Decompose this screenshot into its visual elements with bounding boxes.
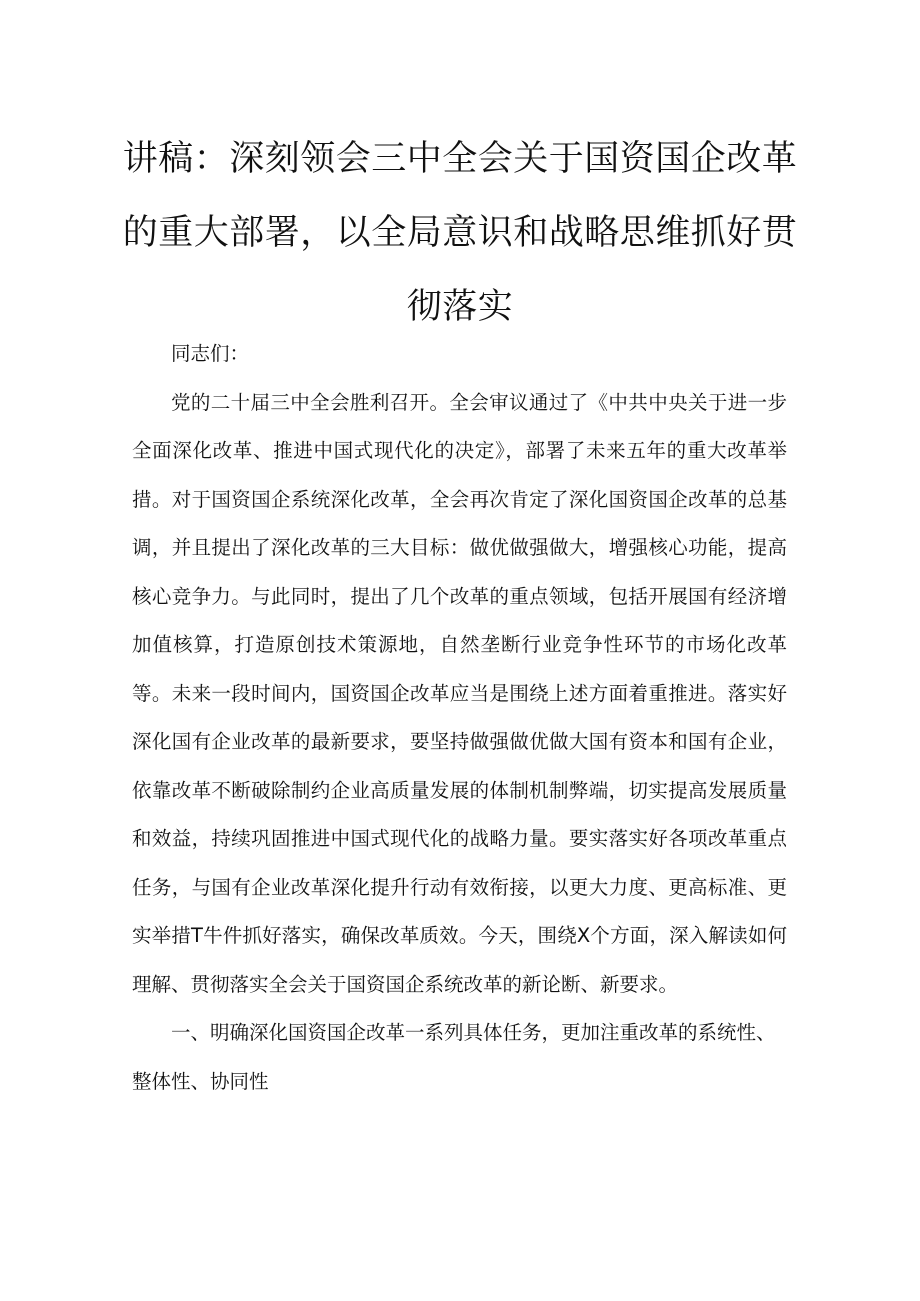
document-title: 讲稿：深刻领会三中全会关于国资国企改革的重大部署，以全局意识和战略思维抓好贯彻落实 — [122, 139, 798, 327]
document-body — [132, 330, 787, 1106]
section-heading: 一、明确深化国资国企改革一系列具体任务，更加注重改革的系统性、整体性、协同性 — [132, 1021, 776, 1093]
salutation: 同志们： — [171, 342, 250, 365]
intro-paragraph: 党的二十届三中全会胜利召开。全会审议通过了《中共中央关于进一步全面深化改革、推进中国式现代化的决定》，部署了未来五年的重大改革举措。对于国资国企系统深化改革，全会再次肯定了深化国资国企改革的总基调，并且提出了深化改革的三大目标：做优做强做大，增强核心功能，提高核心竞争力。与此同时，提出了几个改革的重点领域，包括开展国有经济增加值核算，打造原创技术策源地，自然垄断行业竞争性环节的市场化改革等。未来一段时间内，国资国企改革应当是围绕上述方面着重推进。落实好深化国有企业改革的最新要求，要坚持做强做优做大国有资本和国有企业，依靠改革不断破除制约企业高质量发展的体制机制弊端，切实提高发展质量和效益，持续巩固推进中国式现代化的战略力量。要实落实好各项改革重点任务，与国有企业改革深化提升行动有效衔接，以更大力度、更高标准、更实举措T牛件抓好落实，确保改革质效。今天，围绕X个方面，深入解读如何理解、贯彻落实全会关于国资国企系统改革的新论断、新要求。 — [132, 390, 787, 996]
